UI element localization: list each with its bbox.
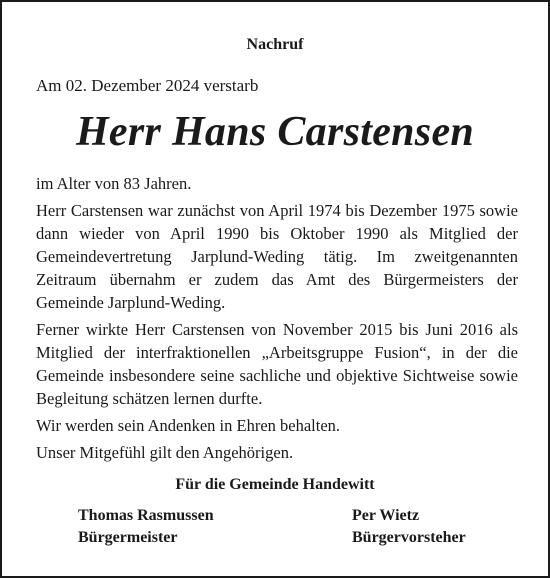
paragraph-career: Herr Carstensen war zunächst von April 1974 bis Dezember 1975 sowie dann wieder von April 1990 bis Oktober 1990 als Mitglied der Gemeindevertretung Jarplund-Weding tätig. Im zweitgenannten Zeitraum übernahm er zudem das Amt des Bürgermeisters der Gemeinde Jarplund-Weding. [36, 201, 518, 312]
paragraph-remembrance: Wir werden sein Andenken in Ehren behalten. [36, 416, 341, 435]
signatory-role: Bürgervorsteher [352, 529, 466, 546]
intro-line: Am 02. Dezember 2024 verstarb [36, 76, 259, 95]
signature-block-council-chair [352, 505, 466, 549]
deceased-name: Herr Hans Carstensen [75, 109, 475, 155]
age-line: im Alter von 83 Jahren. [36, 174, 192, 193]
signatory-role: Bürgermeister [78, 529, 178, 546]
signatory-name: Thomas Rasmussen [78, 507, 214, 524]
notice-body [36, 172, 518, 468]
signature-block-mayor [78, 505, 214, 549]
notice-heading: Nachruf [246, 36, 304, 53]
organization-line: Für die Gemeinde Handewitt [175, 476, 375, 493]
paragraph-working-group: Ferner wirkte Herr Carstensen von November 2015 bis Juni 2016 als Mitglied der interfraktionellen „Arbeitsgruppe Fusion“, in der die Gemeinde insbesondere seine sachliche und objektive Sichtweise sowie Begleitung schätzen lernen durfte. [36, 320, 518, 408]
paragraph-condolence: Unser Mitgefühl gilt den Angehörigen. [36, 443, 294, 462]
signatory-name: Per Wietz [352, 507, 420, 524]
